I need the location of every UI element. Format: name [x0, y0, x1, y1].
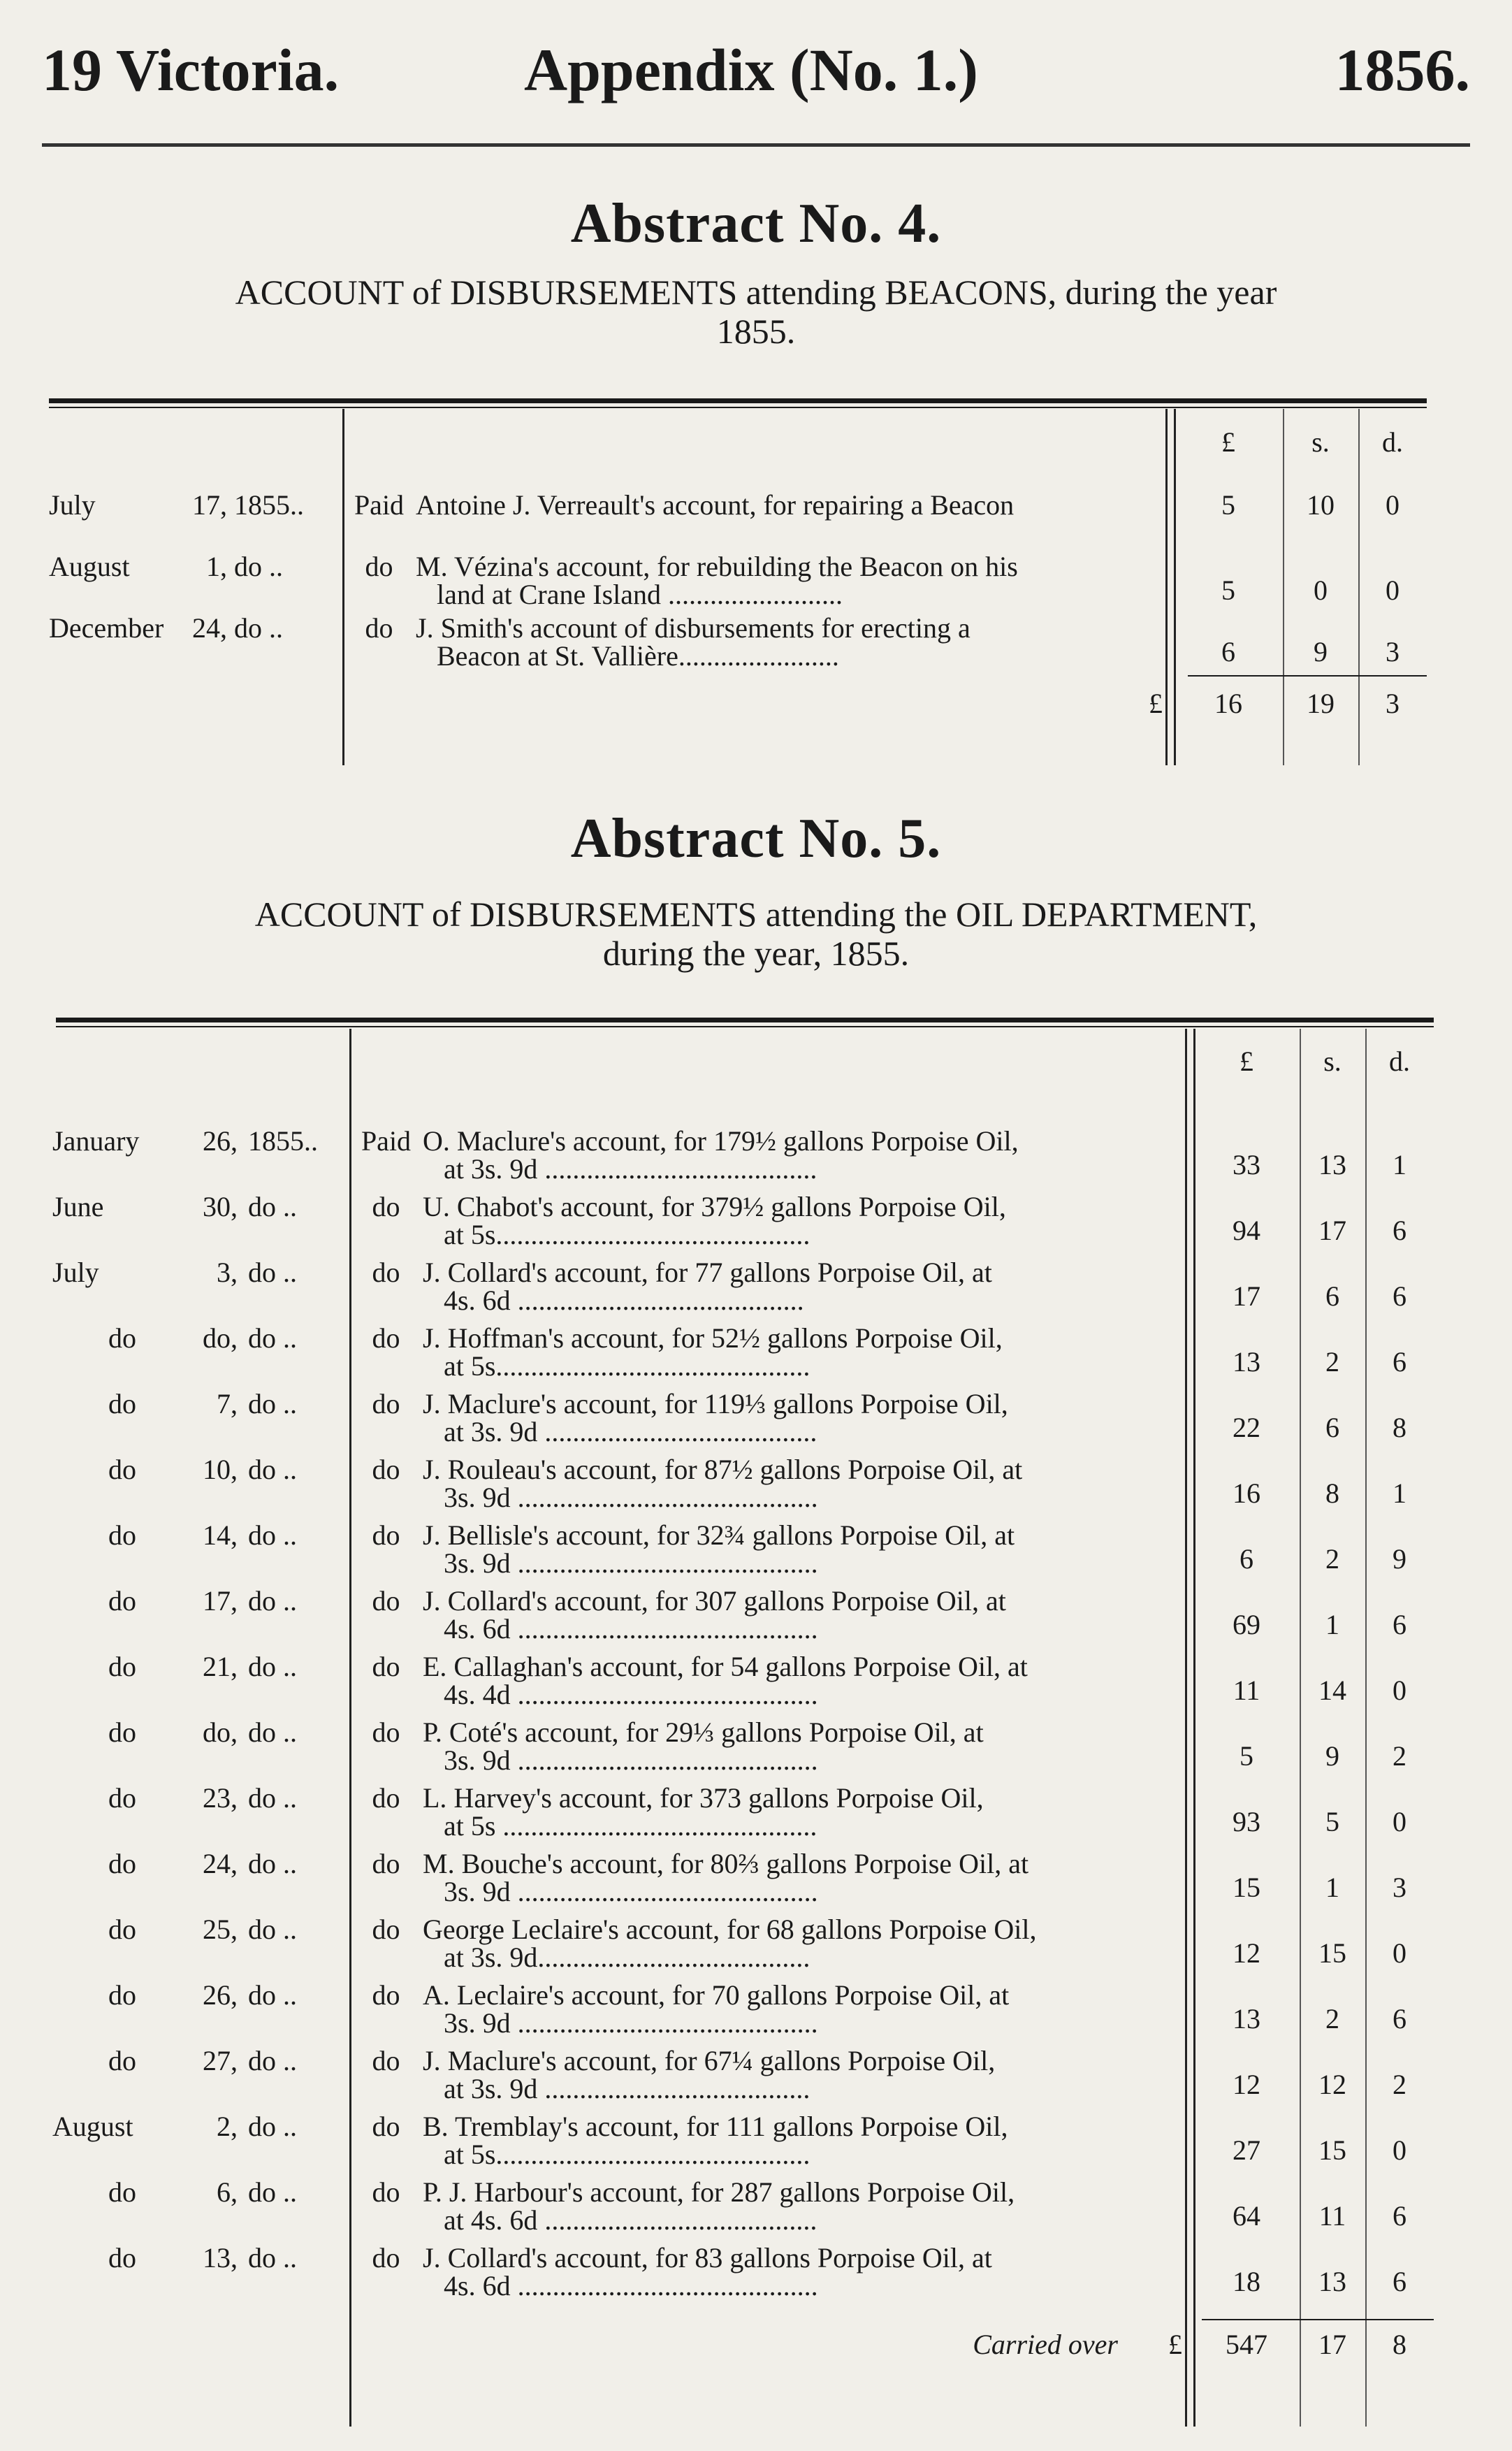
date-day: do, — [203, 1322, 238, 1354]
paid-label: do — [372, 1388, 400, 1419]
amount-pence: 6 — [1393, 1609, 1406, 1640]
entry-description: J. Maclure's account, for 119⅓ gallons Porpoise Oil, — [423, 1388, 1008, 1419]
paid-label: do — [372, 2242, 400, 2273]
entry-description: O. Maclure's account, for 179½ gallons Porpoise Oil, — [423, 1125, 1019, 1157]
date-day: 25, — [203, 1914, 238, 1945]
date-year: do .. — [248, 1454, 297, 1485]
entry-description: George Leclaire's account, for 68 gallons Porpoise Oil, — [423, 1914, 1037, 1945]
entry-description-cont: 4s. 6d ......................................... — [444, 1285, 804, 1316]
total-pence: 3 — [1386, 688, 1400, 719]
carried-over-label: Carried over — [973, 2329, 1118, 2360]
amount-pounds: 5 — [1221, 489, 1235, 521]
amount-shillings: 2 — [1325, 1543, 1339, 1575]
entry-description-cont: 3s. 9d ........................................... — [444, 1482, 818, 1513]
amount-pounds: 17 — [1233, 1280, 1260, 1312]
amount-pence: 0 — [1393, 1675, 1406, 1706]
date-day: 2, — [217, 2111, 238, 2142]
column-divider — [349, 1029, 351, 2427]
abstract-4-subtitle-line2: 1855. — [716, 312, 796, 351]
entry-description: J. Maclure's account, for 67¼ gallons Porpoise Oil, — [423, 2045, 996, 2076]
amount-pounds: 12 — [1233, 2069, 1260, 2100]
paid-label: do — [372, 2045, 400, 2076]
date-year: 1855.. — [248, 1125, 318, 1157]
carried-pence: 8 — [1393, 2329, 1406, 2360]
date-day: 14, — [203, 1519, 238, 1551]
amount-pounds: 22 — [1233, 1412, 1260, 1443]
entry-description: J. Collard's account, for 77 gallons Porpoise Oil, at — [423, 1257, 992, 1288]
date-month: do — [108, 1322, 136, 1354]
date-day: 23, — [203, 1782, 238, 1814]
entry-description-cont: Beacon at St. Vallière....................... — [437, 640, 839, 672]
amount-pounds: 6 — [1240, 1543, 1253, 1575]
amount-pence: 6 — [1393, 2266, 1406, 2297]
entry-description: M. Vézina's account, for rebuilding the Beacon on his — [416, 551, 1018, 582]
abstract-4-subtitle-line1: ACCOUNT of DISBURSEMENTS attending BEACONS, during the year — [235, 273, 1277, 312]
paid-label: do — [372, 1257, 400, 1288]
entry-description-cont: at 5s ............................................. — [444, 1810, 817, 1842]
entry-description: P. J. Harbour's account, for 287 gallons Porpoise Oil, — [423, 2176, 1015, 2208]
amount-pence: 0 — [1393, 1937, 1406, 1969]
date-month: do — [108, 1519, 136, 1551]
date-year: do .. — [248, 1914, 297, 1945]
entry-description: J. Hoffman's account, for 52½ gallons Porpoise Oil, — [423, 1322, 1003, 1354]
amount-pence: 1 — [1393, 1149, 1406, 1180]
carried-pounds: 547 — [1226, 2329, 1267, 2360]
amount-shillings: 9 — [1325, 1740, 1339, 1772]
amount-pounds: 64 — [1233, 2200, 1260, 2232]
amount-pence: 8 — [1393, 1412, 1406, 1443]
amount-shillings: 15 — [1318, 1937, 1346, 1969]
date-day: 10, — [203, 1454, 238, 1485]
entry-description-cont: 3s. 9d ........................................... — [444, 2007, 818, 2039]
paid-label: do — [372, 1519, 400, 1551]
entry-description: J. Smith's account of disbursements for erecting a — [416, 612, 971, 644]
entry-description: B. Tremblay's account, for 111 gallons Porpoise Oil, — [423, 2111, 1008, 2142]
entry-description: P. Coté's account, for 29⅓ gallons Porpoise Oil, at — [423, 1716, 984, 1748]
pounds-header: £ — [1240, 1046, 1253, 1077]
column-divider — [1165, 409, 1168, 765]
amount-shillings: 14 — [1318, 1675, 1346, 1706]
paid-label: do — [372, 1454, 400, 1485]
date-month: July — [52, 1257, 99, 1288]
date-month: do — [108, 1651, 136, 1682]
date-month: August — [52, 2111, 133, 2142]
appendix-label: Appendix (No. 1.) — [524, 36, 978, 103]
table-top-rule-thin — [56, 1026, 1434, 1027]
paid-label: do — [372, 1716, 400, 1748]
date-year: do .. — [248, 1191, 297, 1222]
amount-pence: 3 — [1393, 1872, 1406, 1903]
date-day: 7, — [217, 1388, 238, 1419]
amount-pounds: 12 — [1233, 1937, 1260, 1969]
date-year: do .. — [248, 1322, 297, 1354]
date-year: do .. — [248, 1651, 297, 1682]
amount-pence: 2 — [1393, 1740, 1406, 1772]
entry-description-cont: 3s. 9d ........................................... — [444, 1744, 818, 1776]
entry-description-cont: 4s. 6d ........................................... — [444, 1613, 818, 1644]
entry-description: U. Chabot's account, for 379½ gallons Porpoise Oil, — [423, 1191, 1006, 1222]
date-day: 24, — [192, 612, 227, 644]
paid-label: do — [365, 551, 393, 582]
paid-label: Paid — [361, 1125, 412, 1157]
amount-shillings: 11 — [1318, 2200, 1346, 2232]
amount-pounds: 15 — [1233, 1872, 1260, 1903]
date-month: August — [49, 551, 130, 582]
amount-pounds: 13 — [1233, 2003, 1260, 2034]
date-month: do — [108, 1979, 136, 2011]
amount-shillings: 1 — [1325, 1872, 1339, 1903]
paid-label: do — [372, 1322, 400, 1354]
amount-shillings: 12 — [1318, 2069, 1346, 2100]
amount-pence: 6 — [1393, 1215, 1406, 1246]
date-year: do .. — [248, 2176, 297, 2208]
amount-pence: 9 — [1393, 1543, 1406, 1575]
total-shillings: 19 — [1307, 688, 1335, 719]
total-symbol: £ — [1149, 688, 1163, 719]
date-year: do .. — [248, 1716, 297, 1748]
date-day: 6, — [217, 2176, 238, 2208]
entry-description: E. Callaghan's account, for 54 gallons Porpoise Oil, at — [423, 1651, 1028, 1682]
amount-pounds: 11 — [1233, 1675, 1260, 1706]
column-divider — [342, 409, 344, 765]
date-year: do .. — [248, 1782, 297, 1814]
carried-symbol: £ — [1168, 2329, 1182, 2360]
date-day: 27, — [203, 2045, 238, 2076]
date-day: 30, — [203, 1191, 238, 1222]
amount-pence: 0 — [1393, 1806, 1406, 1837]
entry-description-cont: 3s. 9d ........................................... — [444, 1547, 818, 1579]
amount-shillings: 1 — [1325, 1609, 1339, 1640]
paid-label: do — [372, 1848, 400, 1879]
date-month: do — [108, 1716, 136, 1748]
entry-description: Antoine J. Verreault's account, for repairing a Beacon — [416, 489, 1015, 521]
abstract-5-subtitle-line2: during the year, 1855. — [602, 934, 910, 973]
date-year: do .. — [248, 1388, 297, 1419]
table-top-rule — [49, 398, 1427, 403]
amount-pence: 0 — [1386, 489, 1400, 521]
year-label: 1856. — [1335, 36, 1470, 103]
date-day: 17, — [192, 489, 227, 521]
date-day: do, — [203, 1716, 238, 1748]
date-month: December — [49, 612, 164, 644]
amount-shillings: 8 — [1325, 1477, 1339, 1509]
paid-label: do — [372, 1585, 400, 1617]
date-month: do — [108, 1914, 136, 1945]
date-month: do — [108, 1782, 136, 1814]
date-month: do — [108, 1585, 136, 1617]
amount-pounds: 27 — [1233, 2134, 1260, 2166]
entry-description: L. Harvey's account, for 373 gallons Porpoise Oil, — [423, 1782, 984, 1814]
total-pounds: 16 — [1214, 688, 1242, 719]
session-label: 19 Victoria. — [42, 36, 340, 103]
date-month: do — [108, 1848, 136, 1879]
entry-description-cont: at 5s............................................. — [444, 1350, 810, 1382]
total-rule — [1188, 675, 1427, 677]
date-month: January — [52, 1125, 140, 1157]
amount-pence: 3 — [1386, 636, 1400, 667]
paid-label: Paid — [354, 489, 405, 521]
amount-pounds: 5 — [1240, 1740, 1253, 1772]
pence-header: d. — [1389, 1046, 1410, 1077]
entry-description-cont: at 3s. 9d....................................... — [444, 1942, 810, 1973]
date-month: June — [52, 1191, 104, 1222]
date-year: do .. — [248, 1848, 297, 1879]
date-day: 17, — [203, 1585, 238, 1617]
entry-description-cont: 4s. 4d ........................................... — [444, 1679, 818, 1710]
shillings-header: s. — [1311, 426, 1330, 458]
date-year: do .. — [248, 2111, 297, 2142]
amount-pounds: 16 — [1233, 1477, 1260, 1509]
paid-label: do — [372, 1979, 400, 2011]
amount-pence: 6 — [1393, 2003, 1406, 2034]
amount-shillings: 5 — [1325, 1806, 1339, 1837]
amount-shillings: 0 — [1314, 574, 1328, 606]
amount-shillings: 9 — [1314, 636, 1328, 667]
entry-description: J. Collard's account, for 83 gallons Porpoise Oil, at — [423, 2242, 992, 2273]
paid-label: do — [372, 2176, 400, 2208]
date-day: 3, — [217, 1257, 238, 1288]
date-month: do — [108, 2242, 136, 2273]
date-day: 1, — [206, 551, 227, 582]
amount-pounds: 93 — [1233, 1806, 1260, 1837]
amount-shillings: 6 — [1325, 1412, 1339, 1443]
amount-pence: 0 — [1386, 574, 1400, 606]
amount-pence: 2 — [1393, 2069, 1406, 2100]
entry-description: A. Leclaire's account, for 70 gallons Porpoise Oil, at — [423, 1979, 1010, 2011]
amount-pounds: 94 — [1233, 1215, 1260, 1246]
amount-pounds: 5 — [1221, 574, 1235, 606]
entry-description-cont: at 5s............................................. — [444, 1219, 810, 1250]
carried-rule — [1202, 2319, 1434, 2320]
header-rule — [42, 143, 1470, 147]
pence-header: d. — [1382, 426, 1403, 458]
amount-pounds: 13 — [1233, 1346, 1260, 1378]
abstract-4-title: Abstract No. 4. — [570, 193, 942, 254]
date-year: do .. — [248, 1257, 297, 1288]
amount-shillings: 17 — [1318, 1215, 1346, 1246]
carried-shillings: 17 — [1318, 2329, 1346, 2360]
amount-shillings: 10 — [1307, 489, 1335, 521]
date-year: do .. — [248, 2242, 297, 2273]
amount-pounds: 6 — [1221, 636, 1235, 667]
amount-pounds: 33 — [1233, 1149, 1260, 1180]
amount-shillings: 6 — [1325, 1280, 1339, 1312]
entry-description: M. Bouche's account, for 80⅔ gallons Porpoise Oil, at — [423, 1848, 1029, 1879]
amount-pence: 0 — [1393, 2134, 1406, 2166]
paid-label: do — [372, 1651, 400, 1682]
entry-description-cont: at 4s. 6d ....................................... — [444, 2204, 817, 2236]
entry-description-cont: 3s. 9d ........................................... — [444, 1876, 818, 1907]
date-day: 13, — [203, 2242, 238, 2273]
date-day: 26, — [203, 1125, 238, 1157]
date-month: do — [108, 1454, 136, 1485]
paid-label: do — [372, 1914, 400, 1945]
date-year: do .. — [234, 612, 283, 644]
paid-label: do — [372, 1782, 400, 1814]
amount-shillings: 13 — [1318, 1149, 1346, 1180]
date-day: 26, — [203, 1979, 238, 2011]
date-year: do .. — [248, 1519, 297, 1551]
abstract-5-title: Abstract No. 5. — [570, 808, 942, 869]
running-head — [42, 28, 1470, 112]
date-year: do .. — [248, 1979, 297, 2011]
date-month: do — [108, 2176, 136, 2208]
entry-description-cont: 4s. 6d ........................................... — [444, 2270, 818, 2301]
amount-pounds: 69 — [1233, 1609, 1260, 1640]
date-year: do .. — [248, 2045, 297, 2076]
amount-shillings: 2 — [1325, 2003, 1339, 2034]
amount-pence: 6 — [1393, 1346, 1406, 1378]
column-divider — [1185, 1029, 1187, 2427]
abstract-5-subtitle-line1: ACCOUNT of DISBURSEMENTS attending the OIL DEPARTMENT, — [254, 895, 1258, 934]
table-top-rule — [56, 1018, 1434, 1022]
date-month: do — [108, 2045, 136, 2076]
amount-shillings: 13 — [1318, 2266, 1346, 2297]
amount-pence: 6 — [1393, 1280, 1406, 1312]
date-day: 24, — [203, 1848, 238, 1879]
entry-description: J. Bellisle's account, for 32¾ gallons Porpoise Oil, at — [423, 1519, 1015, 1551]
pounds-header: £ — [1221, 426, 1235, 458]
date-day: 21, — [203, 1651, 238, 1682]
paid-label: do — [365, 612, 393, 644]
paid-label: do — [372, 2111, 400, 2142]
amount-pence: 6 — [1393, 2200, 1406, 2232]
entry-description-cont: at 5s............................................. — [444, 2139, 810, 2170]
date-year: do .. — [248, 1585, 297, 1617]
entry-description-cont: at 3s. 9d ....................................... — [444, 1416, 817, 1447]
entry-description-cont: at 3s. 9d ....................................... — [444, 1153, 817, 1185]
amount-shillings: 2 — [1325, 1346, 1339, 1378]
entry-description: J. Rouleau's account, for 87½ gallons Porpoise Oil, at — [423, 1454, 1023, 1485]
paid-label: do — [372, 1191, 400, 1222]
date-year: 1855.. — [234, 489, 304, 521]
date-year: do .. — [234, 551, 283, 582]
entry-description: J. Collard's account, for 307 gallons Porpoise Oil, at — [423, 1585, 1006, 1617]
table-top-rule-thin — [49, 407, 1427, 408]
entry-description-cont: at 3s. 9d ...................................... — [444, 2073, 810, 2104]
amount-pounds: 18 — [1233, 2266, 1260, 2297]
date-month: July — [49, 489, 96, 521]
amount-shillings: 15 — [1318, 2134, 1346, 2166]
entry-description-cont: land at Crane Island ......................... — [437, 579, 843, 610]
date-month: do — [108, 1388, 136, 1419]
shillings-header: s. — [1323, 1046, 1342, 1077]
amount-pence: 1 — [1393, 1477, 1406, 1509]
